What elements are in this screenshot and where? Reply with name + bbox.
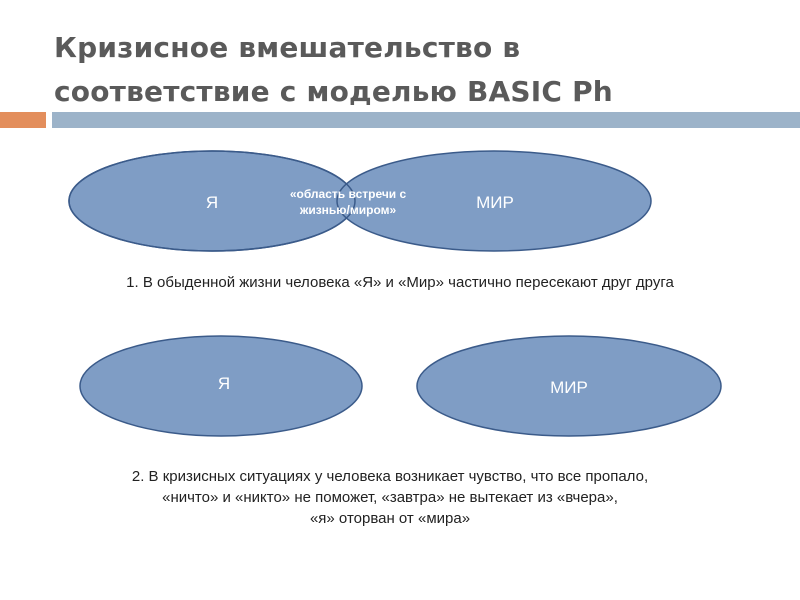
caption-1: 1. В обыденной жизни человека «Я» и «Мир» частично пересекают друг друга — [126, 274, 674, 291]
overlap-label: «область встречи с жизнью/миром» — [289, 187, 407, 217]
slide-title: Кризисное вмешательство в соответствие с моделью BASIC Ph — [54, 31, 613, 108]
self-label-1: Я — [205, 193, 219, 212]
self-label-2: Я — [217, 374, 231, 393]
world-label-1: МИР — [476, 193, 514, 212]
caption-2: 2. В кризисных ситуациях у человека возникает чувство, что все пропало, «ничто» и «никто» не поможет, «завтра» не вытекает из «вчера», «я» оторван от «мира» — [131, 468, 649, 527]
world-label-2: МИР — [550, 378, 588, 397]
